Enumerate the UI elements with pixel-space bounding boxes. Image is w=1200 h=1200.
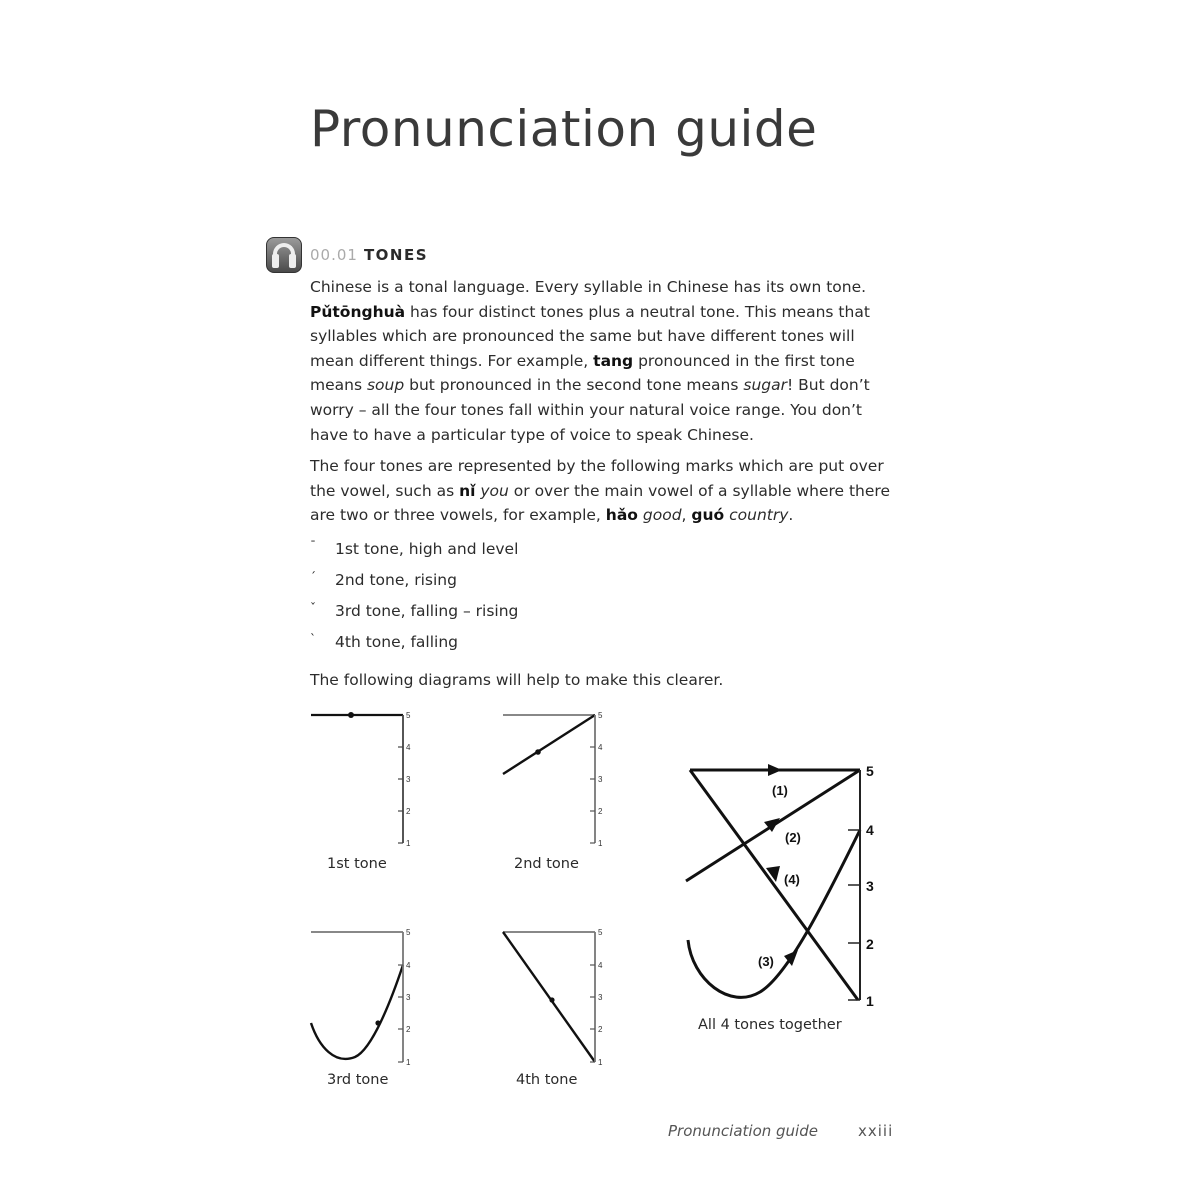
list-item — [310, 633, 518, 664]
svg-text:2: 2 — [598, 807, 603, 816]
svg-text:3: 3 — [598, 775, 603, 784]
section-heading — [266, 237, 428, 273]
svg-text:4: 4 — [406, 743, 411, 752]
svg-text:3: 3 — [598, 993, 603, 1002]
svg-text:4: 4 — [598, 743, 603, 752]
all-tones-caption: All 4 tones together — [698, 1017, 842, 1033]
list-item — [310, 540, 518, 571]
svg-text:5: 5 — [598, 711, 603, 720]
term-hao: hǎo — [605, 506, 638, 525]
gloss-you: you — [480, 481, 509, 500]
tone-label: 3rd tone, falling – rising — [335, 602, 519, 620]
svg-text:2: 2 — [598, 1025, 603, 1034]
text: , — [681, 506, 692, 525]
page-title: Pronunciation guide — [310, 100, 818, 158]
tone-label: 1st tone, high and level — [335, 540, 519, 558]
tone-label: 4th tone, falling — [335, 633, 459, 651]
text: The four tones are represented by the following marks which are put over the vowel, such as — [310, 457, 884, 500]
gloss-country: country — [729, 506, 789, 525]
term-putonghua: Pǔtōnghuà — [310, 302, 406, 321]
gloss-soup: soup — [366, 376, 405, 395]
gloss-good: good — [642, 506, 682, 525]
svg-text:2: 2 — [406, 1025, 411, 1034]
svg-text:5: 5 — [598, 928, 603, 937]
svg-text:1: 1 — [406, 839, 411, 848]
svg-text:(3): (3) — [758, 954, 774, 969]
list-item — [310, 571, 518, 602]
tone-marks-paragraph — [310, 454, 890, 534]
tone1-diagram — [305, 705, 415, 850]
gloss-sugar: sugar — [743, 376, 787, 395]
svg-text:5: 5 — [406, 928, 411, 937]
text: pronounced in the first tone means — [310, 351, 855, 395]
svg-text:3: 3 — [866, 878, 874, 894]
headphones-audio-icon[interactable] — [266, 237, 302, 273]
svg-text:1: 1 — [406, 1058, 411, 1067]
svg-text:2: 2 — [406, 807, 411, 816]
svg-text:1: 1 — [598, 839, 603, 848]
list-item — [310, 602, 518, 633]
tone2-caption: 2nd tone — [514, 856, 579, 872]
tone2-diagram — [497, 705, 607, 850]
section-number: 00.01 — [310, 246, 358, 264]
svg-text:4: 4 — [598, 961, 603, 970]
term-guo: guó — [691, 506, 725, 525]
svg-text:(1): (1) — [772, 783, 788, 798]
svg-text:5: 5 — [866, 763, 874, 779]
svg-text:4: 4 — [406, 961, 411, 970]
section-title: TONES — [363, 246, 429, 264]
tone1-caption: 1st tone — [327, 856, 387, 872]
svg-text:2: 2 — [866, 936, 874, 952]
svg-text:(4): (4) — [784, 872, 800, 887]
diagram-intro: The following diagrams will help to make this clearer. — [310, 671, 724, 689]
tone-list — [310, 540, 518, 664]
tone-label: 2nd tone, rising — [335, 571, 457, 589]
text: Chinese is a tonal language. Every syllable in Chinese has its own tone. — [310, 278, 867, 296]
tone3-caption: 3rd tone — [327, 1072, 389, 1088]
text: but pronounced in the second tone means — [404, 376, 744, 395]
tone3-diagram — [305, 925, 415, 1070]
svg-text:3: 3 — [406, 993, 411, 1002]
intro-paragraph — [310, 275, 890, 453]
svg-text:4: 4 — [866, 822, 874, 838]
tone-mark-icon: ˇ — [310, 601, 316, 615]
tone-mark-icon: ˋ — [310, 632, 316, 646]
svg-text:1: 1 — [866, 993, 874, 1009]
text: ! But don’t worry – all the four tones fall within your natural voice range. You don’t have to have a particular type of voice to speak Chinese. — [310, 376, 870, 444]
all-tones-diagram — [680, 760, 890, 1010]
svg-text:3: 3 — [406, 775, 411, 784]
text: or over the main vowel of a syllable where there are two or three vowels, for example, — [310, 481, 890, 525]
tone4-caption: 4th tone — [516, 1072, 578, 1088]
svg-text:1: 1 — [598, 1058, 603, 1067]
term-ni: nǐ — [459, 481, 476, 500]
running-title: Pronunciation guide — [668, 1122, 818, 1140]
term-tang: tang — [593, 351, 634, 370]
svg-text:(2): (2) — [785, 830, 801, 845]
tone4-diagram — [497, 925, 607, 1070]
tone-mark-icon: ˉ — [310, 539, 316, 553]
text: has four distinct tones plus a neutral tone. This means that syllables which are pronounced the same but have different tones will mean different things. For example, — [310, 302, 870, 370]
tone-mark-icon: ˊ — [310, 570, 316, 584]
page-number: xxiii — [858, 1122, 894, 1140]
text: . — [788, 506, 794, 525]
svg-text:5: 5 — [406, 711, 411, 720]
